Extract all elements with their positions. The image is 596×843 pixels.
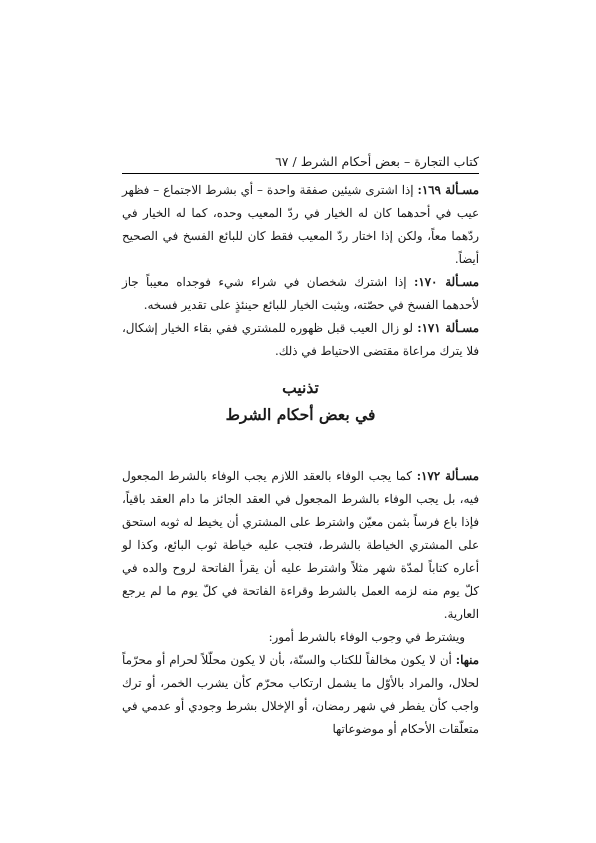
- condition-label: منها:: [455, 653, 479, 667]
- text-block-top: [122, 179, 479, 363]
- paragraph-masala-169: [122, 179, 479, 271]
- running-header: [122, 151, 479, 173]
- paragraph-text: أن لا يكون مخالفاً للكتاب والسنّة، بأن لا يكون محلّلاً لحرام أو محرّماً لحلال، والمراد بالأوّل ما يشمل ارتكاب محرّم كأن يشرب الخمر، أو ترك واجب كأن يفطر في شهر رمضان، أو الإخلال بشرط وجودي أو عدمي في متعلّقات الأحكام أو موضوعاتها: [122, 653, 479, 736]
- paragraph-conditions-intro: [122, 626, 479, 649]
- paragraph-text: كما يجب الوفاء بالعقد اللازم يجب الوفاء بالشرط المجعول فيه، بل يجب الوفاء بالشرط المجعول في العقد الجائز ما دام العقد باقياً، فإذا باع فرساً بثمن معيّن واشترط على المشتري أن يخيط له ثوبه استحق على المشتري الخياطة بالشرط، فتجب عليه خياطة ثوب البائع، وكذا لو أعاره كتاباً لمدّة شهر مثلاً واشترط عليه أن يقرأ الفاتحة لروح والده في كلّ يوم منه لزمه العمل بالشرط وقراءة الفاتحة في كلّ يوم ما لم يرجع العارية.: [122, 469, 479, 621]
- masala-label: مسـألة ١٦٩:: [417, 183, 479, 197]
- text-block-bottom: [122, 465, 479, 741]
- running-header-text: كتاب التجارة – بعض أحكام الشرط / ٦٧: [275, 154, 479, 169]
- masala-label: مسـألة ١٧٢:: [416, 469, 479, 483]
- paragraph-condition-first: [122, 649, 479, 741]
- paragraph-masala-170: [122, 271, 479, 317]
- masala-label: مسـألة ١٧١:: [417, 321, 480, 335]
- section-title: تذنيب: [282, 378, 319, 397]
- paragraph-text: إذا اشترى شيئين صفقة واحدة – أي بشرط الاجتماع – فظهر عيب في أحدهما كان له الخيار في ردّ المعيب وحده، كما له الخيار في ردّهما معاً، ولكن إذا اختار ردّ المعيب فقط كان للبائع الفسخ في الصحيح أيضاً.: [122, 183, 479, 266]
- paragraph-text: ويشترط في وجوب الوفاء بالشرط أمور:: [268, 630, 465, 644]
- paragraph-masala-171: [122, 317, 479, 363]
- masala-label: مسـألة ١٧٠:: [413, 275, 480, 289]
- paragraph-masala-172: [122, 465, 479, 626]
- paragraph-text: لو زال العيب قبل ظهوره للمشتري ففي بقاء الخيار إشكال، فلا يترك مراعاة مقتضى الاحتياط في ذلك.: [122, 321, 479, 358]
- section-subtitle: في بعض أحكام الشرط: [225, 405, 376, 424]
- header-divider: [122, 173, 479, 174]
- paragraph-text: إذا اشترك شخصان في شراء شيء فوجداه معيباً جاز لأحدهما الفسخ في حصّته، ويثبت الخيار للبائع حينئذٍ على تقدير فسخه.: [122, 275, 479, 312]
